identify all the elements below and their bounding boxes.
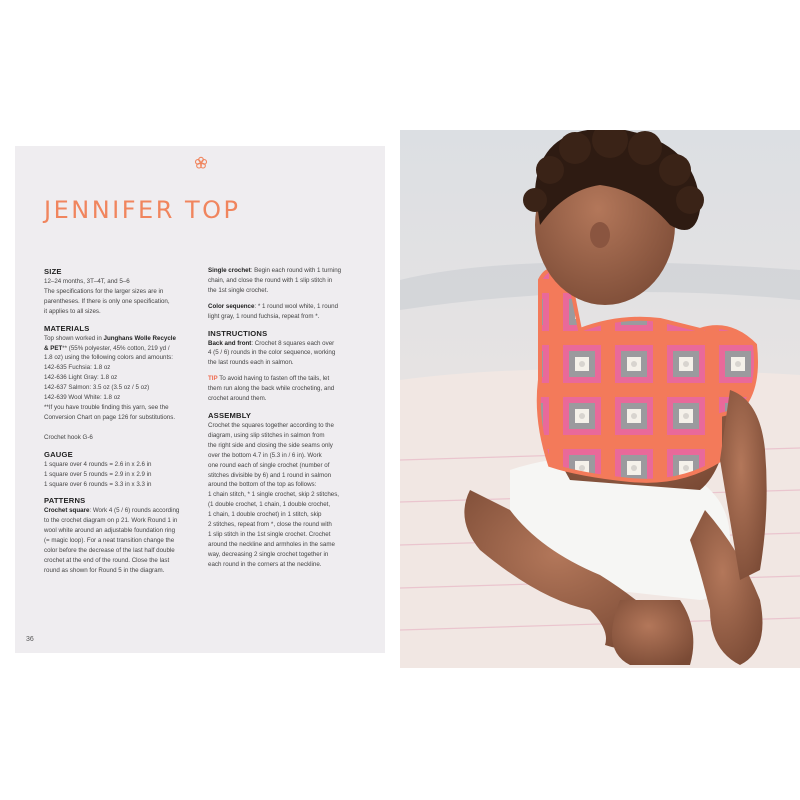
right-column [208, 266, 358, 576]
materials-line: 1.8 oz) using the following colors and amounts: [44, 354, 173, 362]
child-photo-icon [400, 130, 800, 668]
size-heading: SIZE [44, 267, 62, 276]
assembly-line: 1 chain, 1 double crochet) in 1 stitch, skip [208, 511, 322, 519]
tip-text: To avoid having to fasten off the tails, let [217, 375, 330, 383]
patterns-text: : Work 4 (5 / 6) rounds according [89, 507, 180, 515]
materials-intro-text: Top shown worked in [44, 334, 104, 342]
photo-illustration [400, 130, 800, 668]
assembly-line: diagram, using slip stitches in salmon from [208, 431, 325, 439]
tip-label: TIP [208, 375, 218, 383]
color-sequence-line [208, 302, 358, 312]
gauge-line: 1 square over 4 rounds = 2.6 in x 2.6 in [44, 460, 152, 468]
tip-line [208, 374, 358, 384]
patterns-line: crochet at the end of the round. Close the last [44, 556, 170, 564]
single-crochet-section [208, 266, 358, 296]
assembly-line: stitches divisible by 6) and 1 round in salmon [208, 471, 332, 479]
size-line: parentheses. If there is only one specification, [44, 297, 170, 305]
assembly-section [208, 410, 358, 570]
patterns-line: (= magic loop). For a neat transition change the [44, 537, 175, 545]
assembly-line: around the bottom of the top as follows: [208, 481, 317, 489]
back-front-label: Back and front [208, 339, 252, 347]
instructions-line [208, 339, 358, 349]
assembly-line: the right side and closing the side seams only [208, 441, 333, 449]
patterns-section [44, 495, 194, 575]
single-crochet-line [208, 266, 358, 276]
materials-line: 142-639 Wool White: 1.8 oz [44, 394, 121, 402]
assembly-line: Crochet the squares together according to the [208, 421, 334, 429]
flower-icon [194, 156, 208, 170]
materials-intro [44, 334, 194, 344]
assembly-line: over the bottom 4.7 in (5.3 in / 6 in). Work [208, 451, 322, 459]
single-crochet-line: chain, and close the round with 1 slip stitch in [208, 276, 333, 284]
size-line: The specifications for the larger sizes are in [44, 287, 164, 295]
materials-line: 142-637 Salmon: 3.5 oz (3.5 oz / 5 oz) [44, 384, 150, 392]
single-crochet-line: the 1st single crochet. [208, 286, 269, 294]
gauge-line: 1 square over 6 rounds = 3.3 in x 3.3 in [44, 480, 152, 488]
gauge-heading: GAUGE [44, 449, 73, 459]
materials-line: **If you have trouble finding this yarn, see the [44, 403, 169, 411]
assembly-line: (1 double crochet, 1 chain, 1 double crochet, [208, 501, 331, 509]
patterns-line [44, 506, 194, 516]
materials-heading: MATERIALS [44, 323, 90, 333]
assembly-line: around the neckline and armholes in the same [208, 540, 335, 548]
size-line: 12–24 months, 3T–4T, and 5–6 [44, 278, 130, 285]
instructions-section [208, 328, 358, 369]
assembly-line: 1 chain stitch, * 1 single crochet, skip 2 stitches, [208, 491, 340, 499]
materials-line: 142-636 Light Gray: 1.8 oz [44, 374, 118, 382]
color-sequence-label: Color sequence [208, 302, 255, 310]
crochet-hook: Crochet hook G-6 [44, 433, 93, 441]
assembly-heading: ASSEMBLY [208, 410, 252, 420]
instructions-line: 4 (5 / 6) rounds in the color sequence, working [208, 349, 336, 357]
materials-line [44, 344, 194, 354]
assembly-line: each round in the corners at the neckline. [208, 560, 322, 568]
single-crochet-text: : Begin each round with 1 turning [250, 267, 342, 274]
page-title: JENNIFER TOP [44, 196, 241, 224]
materials-text: ** (55% polyester, 45% cotton, 219 yd / [62, 344, 170, 352]
tip-line: them run along the back while crocheting, and [208, 385, 335, 393]
size-section [44, 266, 194, 317]
page-number: 36 [26, 636, 34, 643]
instructions-line: the last rounds each in salmon. [208, 359, 294, 367]
instructions-heading: INSTRUCTIONS [208, 328, 268, 338]
gauge-section [44, 449, 194, 490]
tip-line: crochet around them. [208, 395, 267, 403]
patterns-line: round as shown for Round 5 in the diagram. [44, 566, 165, 574]
assembly-line: one round each of single crochet (number of [208, 461, 330, 469]
crochet-square-label: Crochet square [44, 507, 90, 515]
yarn-name-2: & PET [44, 344, 63, 352]
patterns-heading: PATTERNS [44, 496, 86, 506]
materials-section [44, 323, 194, 443]
color-sequence-text: : * 1 round wool white, 1 round [254, 302, 339, 310]
tip-section [208, 374, 358, 404]
patterns-line: color before the decrease of the last half double [44, 547, 175, 555]
materials-line: 142-635 Fuchsia: 1.8 oz [44, 364, 111, 372]
patterns-line: to the crochet diagram on p 21. Work Round 1 in [44, 517, 178, 525]
color-sequence-section [208, 302, 358, 322]
yarn-name: Junghans Wolle Recycle [103, 334, 176, 342]
single-crochet-label: Single crochet [208, 267, 251, 274]
assembly-line: 1 slip stitch in the 1st single crochet. Crochet [208, 530, 331, 538]
left-column [44, 266, 194, 582]
gauge-line: 1 square over 5 rounds = 2.9 in x 2.9 in [44, 470, 152, 478]
instructions-text: : Crochet 8 squares each over [251, 339, 335, 347]
patterns-line: wool white around an adjustable foundation ring [44, 527, 176, 535]
color-sequence-line: light gray, 1 round fuchsia, repeat from *. [208, 312, 320, 320]
assembly-line: 2 stitches, repeat from *, close the round with [208, 521, 332, 529]
assembly-line: way, decreasing 2 single crochet together in [208, 550, 329, 558]
materials-line: Conversion Chart on page 126 for substitutions. [44, 413, 176, 421]
size-line: it applies to all sizes. [44, 307, 101, 315]
